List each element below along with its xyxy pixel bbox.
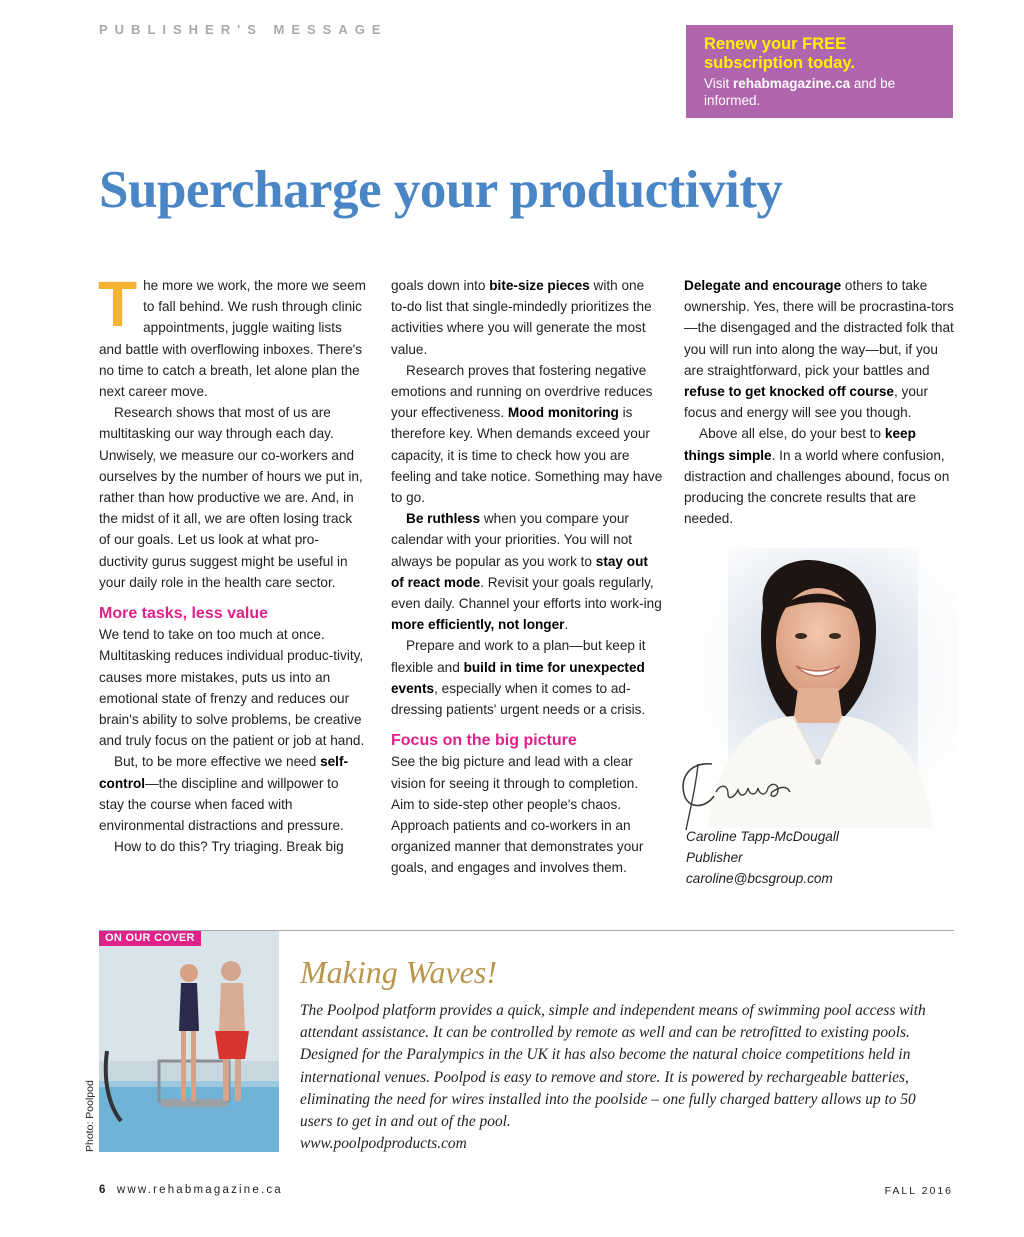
publisher-role: Publisher (686, 850, 743, 865)
paragraph: goals down into bite-size pieces with one to-do list that single-mindedly prioritizes the activities where you will generate the most value. (391, 278, 652, 357)
paragraph: See the big picture and lead with a clear vision for seeing it through to completion. Aim to side-step other people's chaos. Approach patients and co-workers in an organized manner that demonstrates your goals, and engages and involves them. (391, 754, 644, 876)
paragraph: Research proves that fostering negative emotions and running on overdrive reduces your effectiveness. Mood monitoring is therefore key. When demands exceed your capacity, it is time to check how you are feeling and take notice. Something may have to go. (391, 362, 663, 506)
paragraph: We tend to take on too much at once. Multitasking reduces individual produc-tivity, causes more mistakes, puts us into an emotional state of frenzy and reduces our brain's ability to solve problems, be creative and truly focus on the patient or job at hand. (99, 627, 365, 749)
renew-visit-text: Visit (704, 76, 730, 91)
photo-credit: Photo: Poolpod (84, 1080, 96, 1152)
article-column-3 (684, 275, 956, 529)
renew-headline: Renew your FREE subscription today. (704, 35, 855, 72)
cover-photo (99, 931, 279, 1152)
issue-label: FALL 2016 (884, 1185, 953, 1197)
paragraph: Research shows that most of us are multitasking our way through each day. Unwisely, we measure our co-workers and ourselves by the number of hours we put in, rather than how productive we are. And, in the midst of it all, we are often losing track of our goals. Let us look at what pro-ductivity gurus suggest might be useful in your daily role in the health care sector. (99, 405, 363, 590)
paragraph: But, to be more effective we need self-control—the discipline and willpower to stay the course when faced with environmental distractions and pressure. (99, 754, 349, 834)
publisher-email-link[interactable]: caroline@bcsgroup.com (686, 871, 833, 886)
cover-description (300, 1000, 950, 1155)
footer-site-link[interactable]: www.rehabmagazine.ca (116, 1184, 283, 1196)
cover-title: Making Waves! (300, 954, 497, 990)
article-column-1 (98, 268, 367, 857)
subheading-big-picture: Focus on the big picture (391, 732, 577, 750)
paragraph: The more we work, the more we seem to fall behind. We rush through clinic appointments, juggle waiting lists and battle with overflowing inboxes. There's no time to catch a breath, let alone plan the next career move. (98, 268, 366, 400)
on-our-cover-tag: ON OUR COVER (99, 931, 201, 946)
article-title: Supercharge your productivity (99, 161, 783, 219)
section-label: PUBLISHER'S MESSAGE (99, 22, 388, 37)
paragraph: Prepare and work to a plan—but keep it flexible and build in time for unexpected events, especially when it comes to ad-dressing patients' urgent needs or a crisis. (391, 638, 646, 718)
paragraph: Above all else, do your best to keep things simple. In a world where confusion, distraction and challenges abound, focus on producing the concrete results that are needed. (684, 426, 950, 527)
paragraph: Be ruthless when you compare your calendar with your priorities. You will not always be popular as you work to stay out of react mode. Revisit your goals regularly, even daily. Channel your efforts into work-ing more efficiently, not longer. (391, 511, 662, 633)
publisher-signoff (686, 826, 839, 889)
drop-cap: T (98, 268, 138, 340)
renew-subscription-box[interactable] (686, 25, 953, 118)
cover-url-link[interactable]: www.poolpodproducts.com (300, 1135, 467, 1153)
article-column-2 (391, 275, 663, 879)
cover-body: The Poolpod platform provides a quick, simple and independent means of swimming pool access with attendant assistance. It can be controlled by remote as well and can be retrofitted to existing pools. Designed for the Paralympics in the UK it has also become the natural choice competitions held in international venues. Poolpod is easy to remove and store. It is powered by rechargeable batteries, eliminating the need for wires installed into the poolside – one fully charged battery allows up to 50 users to get in and out of the pool. (300, 1002, 926, 1131)
paragraph: How to do this? Try triaging. Break big (114, 839, 344, 855)
publisher-signature (672, 752, 802, 832)
renew-site-link[interactable]: rehabmagazine.ca (733, 76, 851, 91)
paragraph: Delegate and encourage others to take ownership. Yes, there will be procrastina-tors—the disengaged and the distracted folk that you will run into along the way—but, if you are straightforward, pick your battles and refuse to get knocked off course, your focus and energy will see you though. (684, 278, 954, 421)
page-number: 6 (99, 1184, 106, 1196)
subheading-more-tasks: More tasks, less value (99, 605, 268, 623)
publisher-name: Caroline Tapp-McDougall (686, 829, 839, 844)
renew-tail-text: and be informed. (704, 76, 896, 108)
renew-body (704, 75, 939, 109)
footer-left (99, 1184, 283, 1196)
